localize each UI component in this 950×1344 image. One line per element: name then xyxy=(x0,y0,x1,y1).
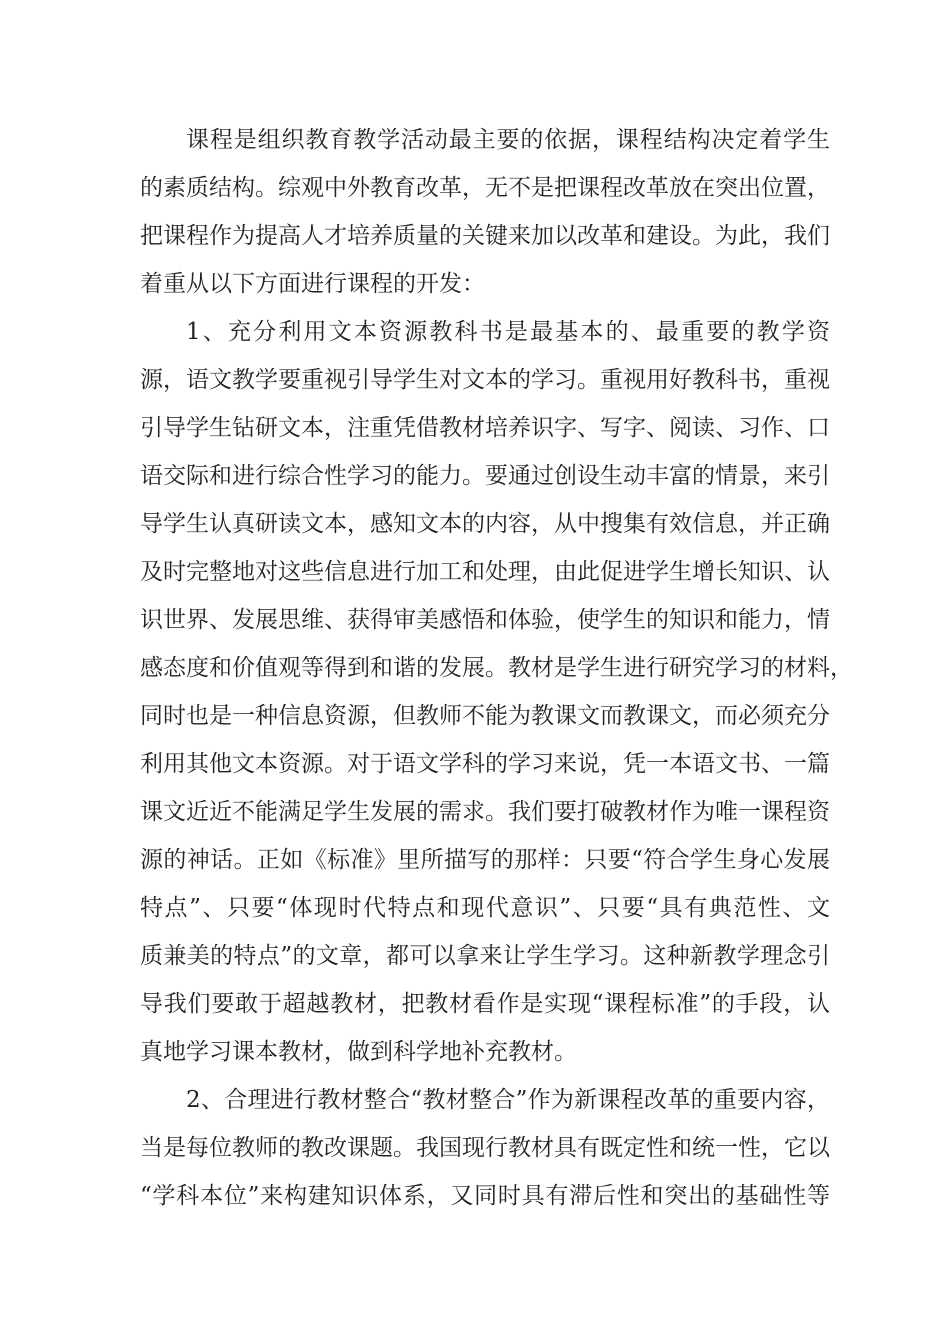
paragraph-line: 源的神话。正如《标准》里所描写的那样：只要“符合学生身心发展 xyxy=(140,847,830,873)
paragraph-line: 课文近近不能满足学生发展的需求。我们要打破教材作为唯一课程资 xyxy=(140,799,830,825)
paragraph-line: 课程是组织教育教学活动最主要的依据，课程结构决定着学生 xyxy=(186,127,830,153)
paragraph-line: 同时也是一种信息资源，但教师不能为教课文而教课文，而必须充分 xyxy=(140,703,830,729)
paragraph-line: 真地学习课本教材，做到科学地补充教材。 xyxy=(140,1039,577,1065)
paragraph-line: 质兼美的特点”的文章，都可以拿来让学生学习。这种新教学理念引 xyxy=(140,943,830,969)
paragraph-line: 引导学生钻研文本，注重凭借教材培养识字、写字、阅读、习作、口 xyxy=(140,415,830,441)
paragraph-line: 导我们要敢于超越教材，把教材看作是实现“课程标准”的手段，认 xyxy=(140,991,830,1017)
paragraph-line: 导学生认真研读文本，感知文本的内容，从中搜集有效信息，并正确 xyxy=(140,511,830,537)
paragraph-line: 识世界、发展思维、获得审美感悟和体验，使学生的知识和能力，情 xyxy=(140,607,830,633)
paragraph-line: 着重从以下方面进行课程的开发： xyxy=(140,271,485,297)
paragraph-line: 的素质结构。综观中外教育改革，无不是把课程改革放在突出位置， xyxy=(140,175,830,201)
paragraph-line: 当是每位教师的教改课题。我国现行教材具有既定性和统一性，它以 xyxy=(140,1135,830,1161)
paragraph-line: “学科本位”来构建知识体系，又同时具有滞后性和突出的基础性等 xyxy=(140,1183,830,1209)
paragraph-line: 利用其他文本资源。对于语文学科的学习来说，凭一本语文书、一篇 xyxy=(140,751,830,777)
paragraph-line: 1、充分利用文本资源教科书是最基本的、最重要的教学资 xyxy=(186,319,830,345)
paragraph-line: 感态度和价值观等得到和谐的发展。教材是学生进行研究学习的材料， xyxy=(140,655,853,681)
paragraph-line: 语交际和进行综合性学习的能力。要通过创设生动丰富的情景，来引 xyxy=(140,463,830,489)
paragraph-line: 及时完整地对这些信息进行加工和处理，由此促进学生增长知识、认 xyxy=(140,559,830,585)
paragraph-line: 特点”、只要“体现时代特点和现代意识”、只要“具有典范性、文 xyxy=(140,895,830,921)
paragraph-line: 把课程作为提高人才培养质量的关键来加以改革和建设。为此，我们 xyxy=(140,223,830,249)
paragraph-line: 2、合理进行教材整合“教材整合”作为新课程改革的重要内容， xyxy=(186,1087,830,1113)
paragraph-line: 源，语文教学要重视引导学生对文本的学习。重视用好教科书，重视 xyxy=(140,367,830,393)
